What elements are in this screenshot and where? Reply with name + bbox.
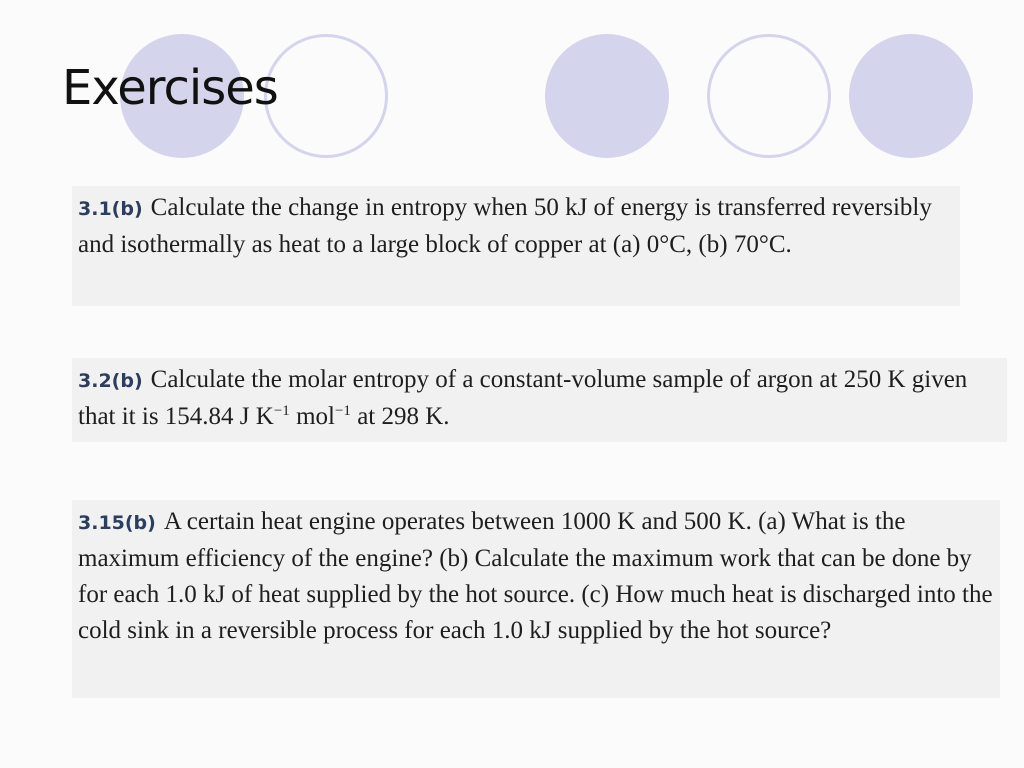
page-title: Exercises [62,60,278,116]
exercise-number: 3.1(b) [78,198,143,220]
exercise-text: A certain heat engine operates between 1000 K and 500 K. (a) What is the maximum efficiency of the engine? (b) Calculate the maximum work that can be done by for each 1.0 kJ of heat supplied by the hot source. (c) How much heat is discharged into the cold sink in a reversible process for each 1.0 kJ supplied by the hot source? [78,508,993,644]
exercise-3-1b [72,186,960,306]
exponent: −1 [273,403,290,419]
exercise-number: 3.15(b) [78,512,156,534]
exercise-3-2b [72,358,1007,442]
exercise-text-part: Calculate the molar entropy of a constant-volume sample of argon at 250 K given that it is 154.84 J K [78,366,968,430]
exercise-text-part: at 298 K. [350,403,450,430]
exercise-3-15b [72,500,1000,698]
decorative-circle-3 [545,34,669,158]
exercise-number: 3.2(b) [78,370,143,392]
exercise-text: Calculate the change in entropy when 50 kJ of energy is transferred reversibly and isothermally as heat to a large block of copper at (a) 0°C, (b) 70°C. [78,194,932,258]
decorative-circle-4 [707,34,831,158]
exponent: −1 [334,403,351,419]
decorative-circle-5 [849,34,973,158]
exercise-text-part: mol [289,403,335,430]
exercise-text [78,366,967,430]
decorative-circle-2 [264,34,388,158]
